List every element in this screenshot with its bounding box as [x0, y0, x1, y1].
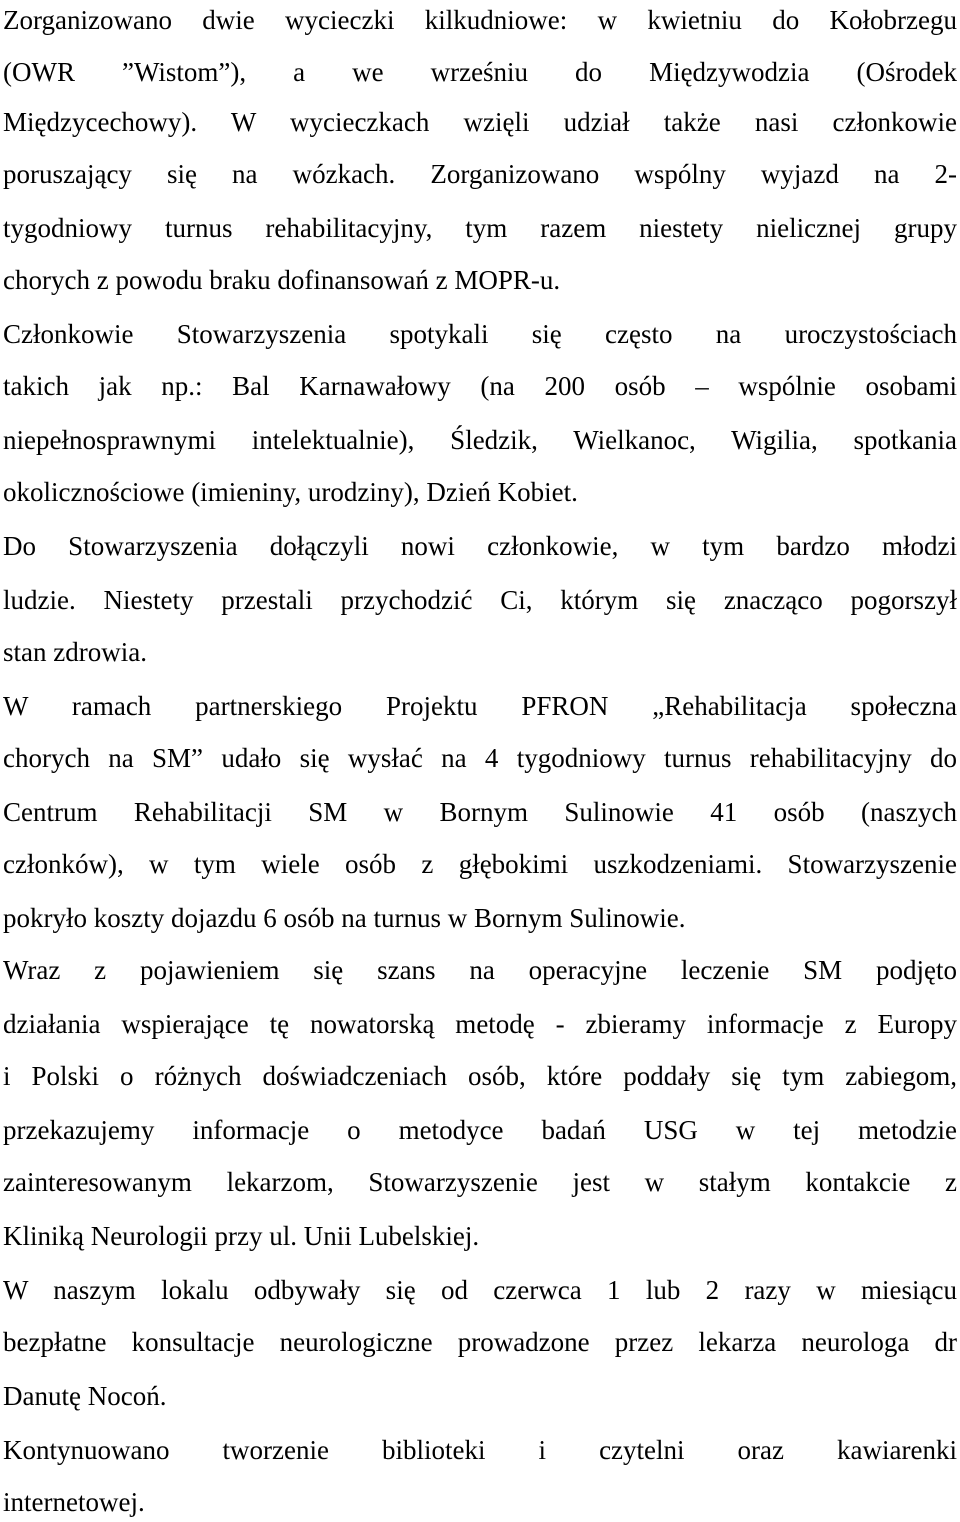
text-line: Centrum Rehabilitacji SM w Bornym Sulinowie 41 osób (naszych — [3, 797, 957, 827]
text-line: członków), w tym wiele osób z głębokimi uszkodzeniami. Stowarzyszenie — [3, 849, 957, 879]
text-line: Danutę Nocoń. — [3, 1381, 167, 1411]
text-line: poruszający się na wózkach. Zorganizowano wspólny wyjazd na 2- — [3, 159, 957, 189]
text-line: chorych z powodu braku dofinansowań z MOPR-u. — [3, 265, 561, 295]
text-line: tygodniowy turnus rehabilitacyjny, tym razem niestety nielicznej grupy — [3, 213, 957, 243]
text-line: takich jak np.: Bal Karnawałowy (na 200 osób – wspólnie osobami — [3, 371, 957, 401]
text-line: Członkowie Stowarzyszenia spotykali się często na uroczystościach — [3, 319, 957, 349]
text-line: i Polski o różnych doświadczeniach osób, które poddały się tym zabiegom, — [3, 1061, 957, 1091]
text-line: pokryło koszty dojazdu 6 osób na turnus w Bornym Sulinowie. — [3, 903, 686, 933]
text-line: W naszym lokalu odbywały się od czerwca 1 lub 2 razy w miesiącu — [3, 1275, 957, 1305]
text-line: bezpłatne konsultacje neurologiczne prowadzone przez lekarza neurologa dr — [3, 1327, 957, 1357]
text-line: stan zdrowia. — [3, 637, 147, 667]
text-line: (OWR ”Wistom”), a we wrześniu do Międzywodzia (Ośrodek — [3, 57, 957, 87]
text-line: okolicznościowe (imieniny, urodziny), Dzień Kobiet. — [3, 477, 578, 507]
text-line: Kontynuowano tworzenie biblioteki i czytelni oraz kawiarenki — [3, 1435, 957, 1465]
text-line: działania wspierające tę nowatorską metodę - zbieramy informacje z Europy — [3, 1009, 957, 1039]
text-line: ludzie. Niestety przestali przychodzić Ci, którym się znacząco pogorszył — [3, 585, 957, 615]
text-line: W ramach partnerskiego Projektu PFRON „Rehabilitacja społeczna — [3, 691, 957, 721]
text-line: Kliniką Neurologii przy ul. Unii Lubelskiej. — [3, 1221, 480, 1251]
text-line: niepełnosprawnymi intelektualnie), Śledzik, Wielkanoc, Wigilia, spotkania — [3, 425, 957, 455]
text-line: zainteresowanym lekarzom, Stowarzyszenie jest w stałym kontakcie z — [3, 1167, 957, 1197]
text-line: Międzycechowy). W wycieczkach wzięli udział także nasi członkowie — [3, 107, 957, 137]
text-line: Wraz z pojawieniem się szans na operacyjne leczenie SM podjęto — [3, 955, 957, 985]
text-line: Do Stowarzyszenia dołączyli nowi członkowie, w tym bardzo młodzi — [3, 531, 957, 561]
text-line: chorych na SM” udało się wysłać na 4 tygodniowy turnus rehabilitacyjny do — [3, 743, 957, 773]
text-line: internetowej. — [3, 1487, 145, 1517]
text-line: przekazujemy informacje o metodyce badań USG w tej metodzie — [3, 1115, 957, 1145]
text-line: Zorganizowano dwie wycieczki kilkudniowe: w kwietniu do Kołobrzegu — [3, 5, 957, 35]
